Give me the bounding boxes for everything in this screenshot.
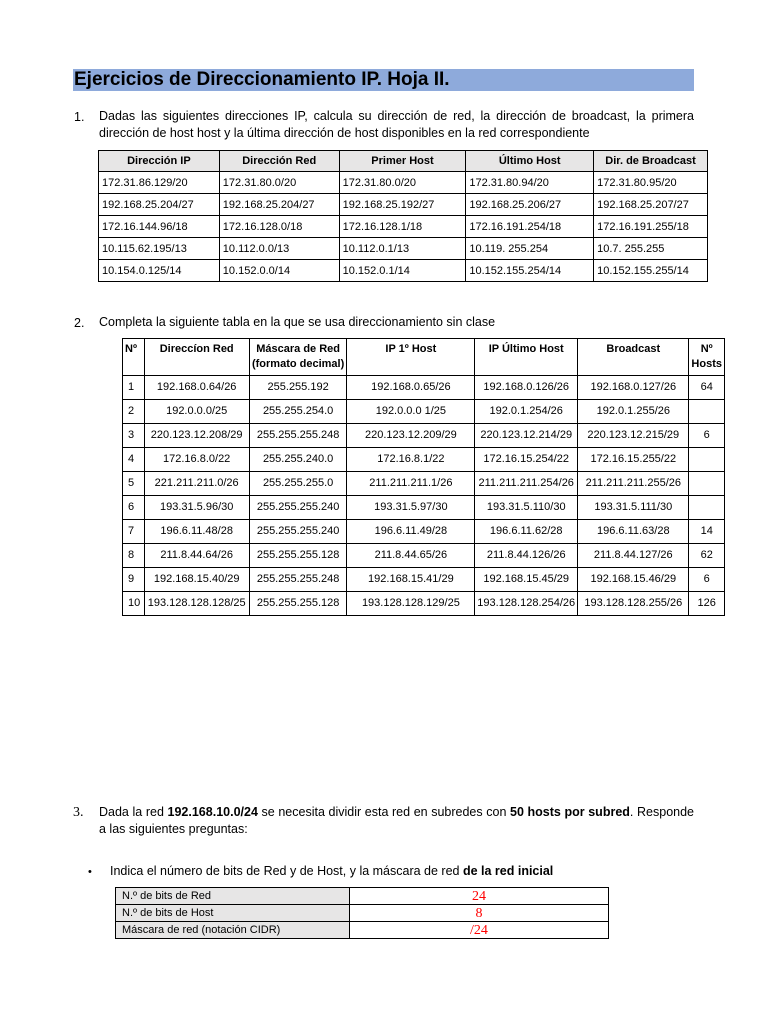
table-cell: 211.8.44.64/26 bbox=[144, 544, 249, 568]
table-cell: 6 bbox=[689, 568, 725, 592]
table-row bbox=[123, 520, 725, 544]
exercise-3-text bbox=[99, 804, 694, 838]
table-cell: 172.31.80.94/20 bbox=[466, 172, 594, 194]
table-cell: 6 bbox=[123, 496, 145, 520]
table-cell: 7 bbox=[123, 520, 145, 544]
answer-value[interactable]: 8 bbox=[350, 905, 609, 922]
table-cell: 192.0.1.255/26 bbox=[578, 400, 689, 424]
table-row bbox=[123, 592, 725, 616]
table-cell bbox=[689, 472, 725, 496]
table-cell: 193.128.128.129/25 bbox=[347, 592, 475, 616]
table-cell: 10 bbox=[123, 592, 145, 616]
table-cell: 193.128.128.128/25 bbox=[144, 592, 249, 616]
table-cell: 196.6.11.63/28 bbox=[578, 520, 689, 544]
table-cell: 255.255.255.240 bbox=[249, 520, 347, 544]
table-cell: 192.168.0.65/26 bbox=[347, 376, 475, 400]
table-cell: 255.255.254.0 bbox=[249, 400, 347, 424]
table-cell: 172.16.191.254/18 bbox=[466, 216, 594, 238]
table-cell bbox=[689, 400, 725, 424]
table-cell: 255.255.255.0 bbox=[249, 472, 347, 496]
table-cell: 10.154.0.125/14 bbox=[99, 260, 220, 282]
table-cell: 10.152.155.255/14 bbox=[594, 260, 708, 282]
table-cell: 4 bbox=[123, 448, 145, 472]
table-cell: 172.31.80.95/20 bbox=[594, 172, 708, 194]
exercise-3-text-b: se necesita dividir esta red en subredes con bbox=[257, 805, 511, 819]
exercise-3-number: 3. bbox=[73, 805, 84, 820]
bullet-icon: • bbox=[88, 866, 92, 878]
table-cell: 10.152.155.254/14 bbox=[466, 260, 594, 282]
table-row bbox=[116, 905, 609, 922]
table-cell: 172.16.15.255/22 bbox=[578, 448, 689, 472]
exercise-2-text: Completa la siguiente tabla en la que se usa direccionamiento sin clase bbox=[99, 315, 496, 329]
column-header: Último Host bbox=[466, 151, 594, 172]
table-cell: 172.16.15.254/22 bbox=[475, 448, 578, 472]
table-cell: 192.168.15.45/29 bbox=[475, 568, 578, 592]
table-cell: 196.6.11.49/28 bbox=[347, 520, 475, 544]
table-cell: 192.168.0.126/26 bbox=[475, 376, 578, 400]
answer-label: Máscara de red (notación CIDR) bbox=[116, 922, 350, 939]
table-cell: 8 bbox=[123, 544, 145, 568]
table-cell: 255.255.192 bbox=[249, 376, 347, 400]
bullet-text-bold: de la red inicial bbox=[462, 864, 554, 878]
table-cell: 193.31.5.110/30 bbox=[475, 496, 578, 520]
answer-label: N.º de bits de Red bbox=[116, 888, 350, 905]
table-cell: 172.31.80.0/20 bbox=[219, 172, 339, 194]
table-row bbox=[123, 400, 725, 424]
table-cell: 255.255.255.248 bbox=[249, 424, 347, 448]
column-header: Nº Hosts bbox=[689, 339, 725, 376]
table-cell: 10.115.62.195/13 bbox=[99, 238, 220, 260]
table-cell: 211.211.211.255/26 bbox=[578, 472, 689, 496]
table-row bbox=[99, 172, 708, 194]
table-row bbox=[123, 568, 725, 592]
table-cell: 211.211.211.254/26 bbox=[475, 472, 578, 496]
exercise-3-hosts: 50 hosts por subred bbox=[510, 805, 630, 819]
column-header: IP Último Host bbox=[475, 339, 578, 376]
table-cell: 255.255.255.128 bbox=[249, 592, 347, 616]
column-header: Dirección IP bbox=[99, 151, 220, 172]
table-cell: 2 bbox=[123, 400, 145, 424]
table-cell: 172.31.80.0/20 bbox=[339, 172, 466, 194]
exercise-2-table bbox=[122, 338, 725, 616]
exercise-3-text-c: . Responde a las siguientes preguntas: bbox=[99, 805, 694, 836]
table-cell: 255.255.255.248 bbox=[249, 568, 347, 592]
table-cell: 1 bbox=[123, 376, 145, 400]
table-cell: 192.168.25.204/27 bbox=[99, 194, 220, 216]
table-cell: 126 bbox=[689, 592, 725, 616]
table-cell: 192.168.0.64/26 bbox=[144, 376, 249, 400]
table-cell: 192.0.0.0/25 bbox=[144, 400, 249, 424]
table-cell: 211.211.211.1/26 bbox=[347, 472, 475, 496]
table-row bbox=[123, 496, 725, 520]
table-cell: 255.255.255.240 bbox=[249, 496, 347, 520]
table-cell: 192.0.1.254/26 bbox=[475, 400, 578, 424]
table-cell: 193.128.128.255/26 bbox=[578, 592, 689, 616]
table-cell: 172.16.191.255/18 bbox=[594, 216, 708, 238]
table-cell: 196.6.11.62/28 bbox=[475, 520, 578, 544]
table-cell: 10.152.0.1/14 bbox=[339, 260, 466, 282]
table-cell: 192.168.25.204/27 bbox=[219, 194, 339, 216]
table-cell: 220.123.12.208/29 bbox=[144, 424, 249, 448]
table-cell: 172.16.128.1/18 bbox=[339, 216, 466, 238]
table-cell bbox=[689, 448, 725, 472]
answer-label: N.º de bits de Host bbox=[116, 905, 350, 922]
exercise-2-number: 2. bbox=[74, 316, 85, 330]
column-header: Primer Host bbox=[339, 151, 466, 172]
table-row bbox=[99, 260, 708, 282]
table-row bbox=[99, 194, 708, 216]
column-header: Dir. de Broadcast bbox=[594, 151, 708, 172]
answer-value[interactable]: 24 bbox=[350, 888, 609, 905]
column-header: Dirección Red bbox=[219, 151, 339, 172]
table-row bbox=[123, 472, 725, 496]
exercise-3-network: 192.168.10.0/24 bbox=[167, 805, 258, 819]
table-cell: 220.123.12.214/29 bbox=[475, 424, 578, 448]
column-header: Direccíon Red bbox=[144, 339, 249, 376]
column-header: Broadcast bbox=[578, 339, 689, 376]
table-cell bbox=[689, 496, 725, 520]
table-cell: 220.123.12.215/29 bbox=[578, 424, 689, 448]
table-cell: 192.168.15.40/29 bbox=[144, 568, 249, 592]
table-row bbox=[123, 424, 725, 448]
table-cell: 221.211.211.0/26 bbox=[144, 472, 249, 496]
table-cell: 192.168.15.41/29 bbox=[347, 568, 475, 592]
table-cell: 211.8.44.126/26 bbox=[475, 544, 578, 568]
table-cell: 255.255.240.0 bbox=[249, 448, 347, 472]
table-cell: 10.7. 255.255 bbox=[594, 238, 708, 260]
table-cell: 192.168.25.207/27 bbox=[594, 194, 708, 216]
table-cell: 10.112.0.1/13 bbox=[339, 238, 466, 260]
exercise-3-text-a: Dada la red bbox=[99, 805, 168, 819]
table-row bbox=[116, 888, 609, 905]
table-row bbox=[123, 448, 725, 472]
table-cell: 192.168.25.192/27 bbox=[339, 194, 466, 216]
exercise-1-text: Dadas las siguientes direcciones IP, calcula su dirección de red, la dirección de broadcast, la primera dirección de host host y la última dirección de host disponibles en la red correspondiente bbox=[99, 109, 694, 140]
table-cell: 192.168.25.206/27 bbox=[466, 194, 594, 216]
table-cell: 192.0.0.0 1/25 bbox=[347, 400, 475, 424]
table-cell: 9 bbox=[123, 568, 145, 592]
column-header: IP 1º Host bbox=[347, 339, 475, 376]
table-cell: 193.128.128.254/26 bbox=[475, 592, 578, 616]
table-cell: 193.31.5.96/30 bbox=[144, 496, 249, 520]
table-cell: 10.119. 255.254 bbox=[466, 238, 594, 260]
table-row bbox=[99, 238, 708, 260]
table-header-row bbox=[123, 339, 725, 376]
table-cell: 193.31.5.111/30 bbox=[578, 496, 689, 520]
table-cell: 211.8.44.65/26 bbox=[347, 544, 475, 568]
table-cell: 172.16.128.0/18 bbox=[219, 216, 339, 238]
table-cell: 193.31.5.97/30 bbox=[347, 496, 475, 520]
table-cell: 172.31.86.129/20 bbox=[99, 172, 220, 194]
table-cell: 10.112.0.0/13 bbox=[219, 238, 339, 260]
table-cell: 3 bbox=[123, 424, 145, 448]
table-cell: 211.8.44.127/26 bbox=[578, 544, 689, 568]
table-cell: 6 bbox=[689, 424, 725, 448]
table-cell: 220.123.12.209/29 bbox=[347, 424, 475, 448]
column-header: Máscara de Red (formato decimal) bbox=[249, 339, 347, 376]
table-cell: 255.255.255.128 bbox=[249, 544, 347, 568]
table-cell: 196.6.11.48/28 bbox=[144, 520, 249, 544]
table-cell: 192.168.0.127/26 bbox=[578, 376, 689, 400]
exercise-1-number: 1. bbox=[74, 110, 85, 124]
column-header: Nº bbox=[123, 339, 145, 376]
table-cell: 14 bbox=[689, 520, 725, 544]
table-cell: 10.152.0.0/14 bbox=[219, 260, 339, 282]
table-cell: 192.168.15.46/29 bbox=[578, 568, 689, 592]
bullet-text: Indica el número de bits de Red y de Host, y la máscara de red bbox=[110, 864, 463, 878]
document-title: Ejercicios de Direccionamiento IP. Hoja II. bbox=[73, 69, 694, 91]
table-cell: 62 bbox=[689, 544, 725, 568]
table-row bbox=[123, 376, 725, 400]
table-cell: 64 bbox=[689, 376, 725, 400]
exercise-3-table bbox=[115, 887, 609, 939]
table-cell: 172.16.144.96/18 bbox=[99, 216, 220, 238]
answer-value[interactable]: /24 bbox=[350, 922, 609, 939]
table-row bbox=[116, 922, 609, 939]
table-cell: 5 bbox=[123, 472, 145, 496]
table-row bbox=[123, 544, 725, 568]
table-cell: 172.16.8.1/22 bbox=[347, 448, 475, 472]
exercise-3-bullet-text bbox=[110, 863, 670, 880]
exercise-1-table bbox=[98, 150, 708, 282]
table-cell: 172.16.8.0/22 bbox=[144, 448, 249, 472]
table-row bbox=[99, 216, 708, 238]
table-header-row bbox=[99, 151, 708, 172]
